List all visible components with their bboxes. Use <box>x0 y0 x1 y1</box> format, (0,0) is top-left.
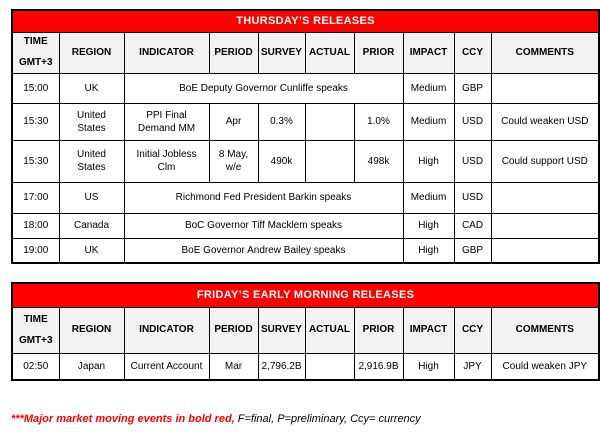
table-row <box>12 353 599 380</box>
column-header-comments: COMMENTS <box>491 307 599 353</box>
column-header-prior: PRIOR <box>354 307 403 353</box>
cell-ccy: JPY <box>454 353 491 380</box>
time-header-lines <box>14 36 58 69</box>
cell-prior: 498k <box>354 140 403 182</box>
column-header-time <box>12 307 59 353</box>
cell-region: UK <box>59 73 124 103</box>
table-row <box>12 283 599 307</box>
time-header-line2: GMT+3 <box>18 334 53 346</box>
column-header-impact: IMPACT <box>403 32 454 73</box>
column-header-period: PERIOD <box>209 307 258 353</box>
table-title-banner: THURSDAY’S RELEASES <box>12 10 599 32</box>
footnote-rest-text: F=final, P=preliminary, Ccy= currency <box>234 413 421 425</box>
cell-comments: Could weaken USD <box>491 103 599 140</box>
cell-impact: Medium <box>403 182 454 213</box>
cell-survey: 2,796.2B <box>258 353 305 380</box>
friday-releases-table <box>11 282 600 381</box>
column-header-survey: SURVEY <box>258 32 305 73</box>
cell-time: 15:30 <box>12 140 59 182</box>
footnote <box>11 413 600 425</box>
cell-time: 15:00 <box>12 73 59 103</box>
cell-ccy: USD <box>454 140 491 182</box>
time-header-line1: TIME <box>23 36 48 47</box>
column-header-indicator: INDICATOR <box>124 32 209 73</box>
cell-time: 17:00 <box>12 182 59 213</box>
cell-impact: Medium <box>403 73 454 103</box>
column-header-prior: PRIOR <box>354 32 403 73</box>
cell-impact: High <box>403 238 454 263</box>
cell-region: Japan <box>59 353 124 380</box>
cell-impact: Medium <box>403 103 454 140</box>
cell-event-merged: Richmond Fed President Barkin speaks <box>124 182 403 213</box>
table-title-banner: FRIDAY’S EARLY MORNING RELEASES <box>12 283 599 307</box>
cell-event-merged: BoE Deputy Governor Cunliffe speaks <box>124 73 403 103</box>
cell-ccy: CAD <box>454 213 491 238</box>
column-header-actual: ACTUAL <box>305 32 354 73</box>
cell-survey: 490k <box>258 140 305 182</box>
time-header-lines <box>14 314 58 347</box>
cell-prior: 1.0% <box>354 103 403 140</box>
cell-comments: Could weaken JPY <box>491 353 599 380</box>
cell-region: Canada <box>59 213 124 238</box>
cell-ccy: GBP <box>454 238 491 263</box>
table-row <box>12 73 599 103</box>
table-row <box>12 103 599 140</box>
cell-comments <box>491 73 599 103</box>
time-header-line1: TIME <box>23 313 48 325</box>
cell-comments <box>491 238 599 263</box>
column-header-indicator: INDICATOR <box>124 307 209 353</box>
cell-comments <box>491 182 599 213</box>
column-header-ccy: CCY <box>454 32 491 73</box>
thursday-releases-table <box>11 9 600 264</box>
table-row <box>12 10 599 32</box>
cell-ccy: GBP <box>454 73 491 103</box>
cell-actual <box>305 353 354 380</box>
cell-event-merged: BoC Governor Tiff Macklem speaks <box>124 213 403 238</box>
cell-indicator: Initial Jobless Clm <box>124 140 209 182</box>
column-header-comments: COMMENTS <box>491 32 599 73</box>
cell-event-merged: BoE Governor Andrew Bailey speaks <box>124 238 403 263</box>
column-header-ccy: CCY <box>454 307 491 353</box>
table-row <box>12 238 599 263</box>
column-header-impact: IMPACT <box>403 307 454 353</box>
cell-region: UK <box>59 238 124 263</box>
cell-time: 15:30 <box>12 103 59 140</box>
cell-region: US <box>59 182 124 213</box>
cell-period: Apr <box>209 103 258 140</box>
cell-indicator: PPI Final Demand MM <box>124 103 209 140</box>
cell-time: 18:00 <box>12 213 59 238</box>
cell-ccy: USD <box>454 182 491 213</box>
table-header-row <box>12 307 599 353</box>
cell-ccy: USD <box>454 103 491 140</box>
cell-time: 19:00 <box>12 238 59 263</box>
column-header-actual: ACTUAL <box>305 307 354 353</box>
cell-region: United States <box>59 140 124 182</box>
cell-prior: 2,916.9B <box>354 353 403 380</box>
column-header-region: REGION <box>59 32 124 73</box>
footnote-red-text: ***Major market moving events in bold red, <box>11 413 235 425</box>
cell-impact: High <box>403 353 454 380</box>
cell-comments: Could support USD <box>491 140 599 182</box>
column-header-time <box>12 32 59 73</box>
table-row <box>12 182 599 213</box>
column-header-period: PERIOD <box>209 32 258 73</box>
table-row <box>12 140 599 182</box>
cell-actual <box>305 103 354 140</box>
cell-survey: 0.3% <box>258 103 305 140</box>
column-header-survey: SURVEY <box>258 307 305 353</box>
cell-time: 02:50 <box>12 353 59 380</box>
time-header-line2: GMT+3 <box>18 57 53 68</box>
cell-impact: High <box>403 213 454 238</box>
cell-comments <box>491 213 599 238</box>
cell-actual <box>305 140 354 182</box>
table-header-row <box>12 32 599 73</box>
cell-impact: High <box>403 140 454 182</box>
cell-region: United States <box>59 103 124 140</box>
column-header-region: REGION <box>59 307 124 353</box>
cell-period: Mar <box>209 353 258 380</box>
cell-period: 8 May, w/e <box>209 140 258 182</box>
cell-indicator: Current Account <box>124 353 209 380</box>
table-row <box>12 213 599 238</box>
